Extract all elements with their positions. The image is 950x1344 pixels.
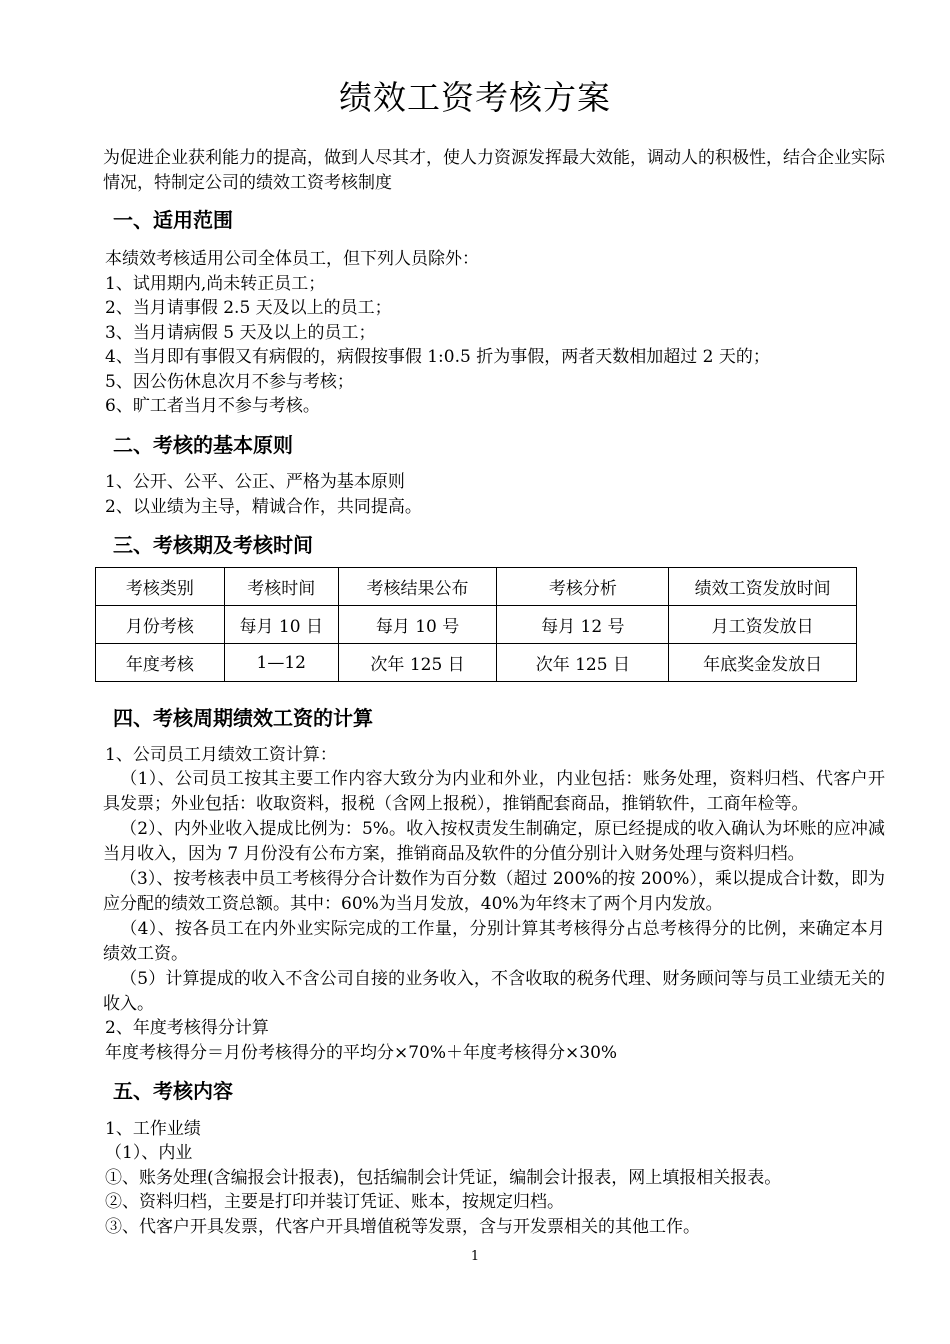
table-cell: 每月 10 日 — [224, 606, 338, 644]
section3-heading: 三、考核期及考核时间 — [113, 533, 313, 557]
formula-line: 年度考核得分＝月份考核得分的平均分×70%＋年度考核得分×30% — [105, 1043, 618, 1063]
table-header-row — [96, 568, 857, 606]
section4-subheading: 1、公司员工月绩效工资计算： — [105, 745, 337, 765]
table-cell: 每月 12 号 — [497, 606, 669, 644]
table-header-cell: 考核类别 — [96, 568, 225, 606]
section5-line: ②、资料归档，主要是打印并装订凭证、账本，按规定归档。 — [105, 1192, 564, 1212]
section1-line: 6、旷工者当月不参与考核。 — [105, 396, 320, 416]
table-cell: 月工资发放日 — [669, 606, 857, 644]
section4-paragraph-text: （1）、公司员工按其主要工作内容大致分为内业和外业，内业包括：账务处理，资料归档、代客户开具发票；外业包括：收取资料，报税（含网上报税），推销配套商品，推销软件，工商年检等。 — [103, 769, 885, 814]
section2-heading: 二、考核的基本原则 — [113, 433, 293, 457]
section4-paragraph — [103, 767, 885, 817]
section5-line: ③、代客户开具发票，代客户开具增值税等发票，含与开发票相关的其他工作。 — [105, 1217, 700, 1237]
section4-paragraph-text: （4）、按各员工在内外业实际完成的工作量，分别计算其考核得分占总考核得分的比例，来确定本月绩效工资。 — [103, 919, 885, 964]
section5-line: ①、账务处理(含编报会计报表)，包括编制会计凭证，编制会计报表，网上填报相关报表。 — [105, 1168, 782, 1188]
table-header-cell: 考核分析 — [497, 568, 669, 606]
table-cell: 月份考核 — [96, 606, 225, 644]
table-row — [96, 606, 857, 644]
section4-paragraph-text: （3）、按考核表中员工考核得分合计数作为百分数（超过 200%的按 200%），乘以提成合计数，即为应分配的绩效工资总额。其中：60%为当月发放，40%为年终末了两个月内发放。 — [103, 869, 885, 914]
section1-line: 1、试用期内,尚未转正员工； — [105, 274, 326, 294]
table-cell: 1—12 — [224, 644, 338, 682]
section4-paragraph — [103, 817, 885, 867]
section5-line: 1、工作业绩 — [105, 1119, 201, 1139]
section4-paragraph — [103, 967, 885, 1017]
document-title: 绩效工资考核方案 — [339, 78, 611, 117]
section1-line: 3、当月请病假 5 天及以上的员工； — [105, 323, 376, 343]
table-cell: 每月 10 号 — [338, 606, 497, 644]
section1-line: 2、当月请事假 2.5 天及以上的员工； — [105, 298, 392, 318]
section1-line: 5、因公伤休息次月不参与考核； — [105, 372, 354, 392]
section1-heading: 一、适用范围 — [113, 208, 233, 232]
section4-paragraph-text: （2）、内外业收入提成比例为：5%。收入按权责发生制确定，原已经提成的收入确认为坏账的应冲减当月收入，因为 7 月份没有公布方案，推销商品及软件的分值分别计入财务处理与资料归档。 — [103, 819, 885, 864]
section5-heading: 五、考核内容 — [113, 1079, 233, 1103]
section2-line: 1、公开、公平、公正、严格为基本原则 — [105, 472, 405, 492]
table-cell: 年底奖金发放日 — [669, 644, 857, 682]
table-cell: 次年 125 日 — [338, 644, 497, 682]
intro-paragraph — [103, 146, 885, 196]
section4-subheading: 2、年度考核得分计算 — [105, 1018, 269, 1038]
section5-line: （1）、内业 — [105, 1143, 193, 1163]
intro-text: 为促进企业获利能力的提高，做到人尽其才，使人力资源发挥最大效能，调动人的积极性，结合企业实际情况，特制定公司的绩效工资考核制度 — [103, 148, 885, 193]
table-header-cell: 考核时间 — [224, 568, 338, 606]
table-cell: 年度考核 — [96, 644, 225, 682]
schedule-table — [95, 567, 857, 682]
page-number: 1 — [470, 1249, 480, 1264]
section4-paragraph — [103, 867, 885, 917]
section2-line: 2、以业绩为主导，精诚合作，共同提高。 — [105, 497, 422, 517]
section4-heading: 四、考核周期绩效工资的计算 — [113, 706, 373, 730]
section1-line: 本绩效考核适用公司全体员工，但下列人员除外： — [105, 249, 479, 269]
table-header-cell: 绩效工资发放时间 — [669, 568, 857, 606]
section4-paragraph-text: （5）计算提成的收入不含公司自接的业务收入，不含收取的税务代理、财务顾问等与员工业绩无关的收入。 — [103, 969, 885, 1014]
table-row — [96, 644, 857, 682]
table-header-cell: 考核结果公布 — [338, 568, 497, 606]
section4-paragraph — [103, 917, 885, 967]
section1-line: 4、当月即有事假又有病假的，病假按事假 1:0.5 折为事假，两者天数相加超过 2 天的； — [105, 347, 770, 367]
table-cell: 次年 125 日 — [497, 644, 669, 682]
